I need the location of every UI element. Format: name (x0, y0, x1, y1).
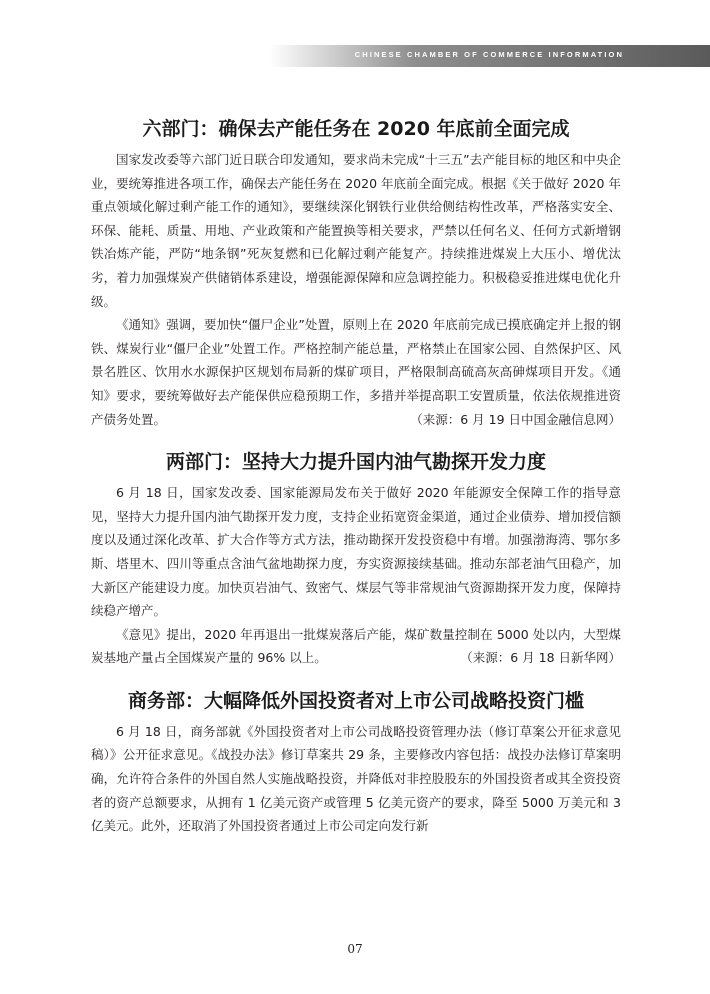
paragraph: 《意见》提出，2020 年再退出一批煤炭落后产能，煤矿数量控制在 5000 处以内，大型煤炭基地产量占全国煤炭产量的 96% 以上。 （来源：6 月 18 日新华网） (91, 623, 621, 670)
source-citation: （来源：6 月 19 日中国金融信息网） (410, 411, 621, 427)
section-title: 两部门：坚持大力提升国内油气勘探开发力度 (165, 451, 546, 474)
article-content (91, 112, 621, 852)
section-title: 六部门：确保去产能任务在 2020 年底前全面完成 (142, 118, 570, 140)
paragraph: 6 月 18 日，商务部就《外国投资者对上市公司战略投资管理办法（修订草案公开征求意见稿）》公开征求意见。《战投办法》修订草案共 29 条，主要修改内容包括：战投办法修订草案明确，允许符合条件的外国自然人实施战略投资，并降低对非控股股东的外国投资者或其全资投资者的资产总额要求，从拥有 1 亿美元资产或管理 5 亿美元资产的要求，降至 5000 万美元和 3 亿美元。此外，还取消了外国投资者通过上市公司定向发行新 (91, 723, 621, 834)
source-citation: （来源：6 月 18 日新华网） (460, 650, 621, 666)
paragraph: 《通知》强调，要加快“僵尸企业”处置，原则上在 2020 年底前完成已摸底确定并上报的钢铁、煤炭行业“僵尸企业”处置工作。严格控制产能总量，严格禁止在国家公园、自然保护区、风景名胜区、饮用水水源保护区规划布局新的煤矿项目，严格限制高硫高灰高砷煤项目开发。《通知》要求，要统筹做好去产能保供应稳预期工作，多措并举提高职工安置质量，依法依规推进资产债务处置。 （来源：6 月 19 日中国金融信息网） (91, 313, 621, 431)
news-section-2 (91, 445, 621, 670)
page-number: 07 (347, 942, 363, 956)
news-section-1 (91, 112, 621, 431)
section-title: 商务部：大幅降低外国投资者对上市公司战略投资门槛 (127, 689, 584, 712)
paragraph: 国家发改委等六部门近日联合印发通知，要求尚未完成“十三五”去产能目标的地区和中央企业，要统筹推进各项工作，确保去产能任务在 2020 年底前全面完成。根据《关于做好 2020 年重点领域化解过剩产能工作的通知》，要继续深化钢铁行业供给侧结构性改革，严格落实安全、环保、能耗、质量、用地、产业政策和产能置换等相关要求，严禁以任何名义、任何方式新增钢铁冶炼产能，严防“地条钢”死灰复燃和已化解过剩产能复产。持续推进煤炭上大压小、增优汰劣，着力加强煤炭产供储销体系建设，增强能源保障和应急调控能力。积极稳妥推进煤电优化升级。 (91, 152, 621, 309)
paragraph: 6 月 18 日，国家发改委、国家能源局发布关于做好 2020 年能源安全保障工作的指导意见，坚持大力提升国内油气勘探开发力度，支持企业拓宽资金渠道，通过企业债券、增加授信额度以及通过深化改革、扩大合作等方式方法，推动勘探开发投资稳中有增。加强渤海湾、鄂尔多斯、塔里木、四川等重点含油气盆地勘探力度，夯实资源接续基础。推动东部老油气田稳产，加大新区产能建设力度。加快页岩油气、致密气、煤层气等非常规油气资源勘探开发力度，保障持续稳产增产。 (91, 485, 621, 619)
header-title: CHINESE CHAMBER OF COMMERCE INFORMATION (354, 50, 624, 59)
news-section-3 (91, 684, 621, 838)
